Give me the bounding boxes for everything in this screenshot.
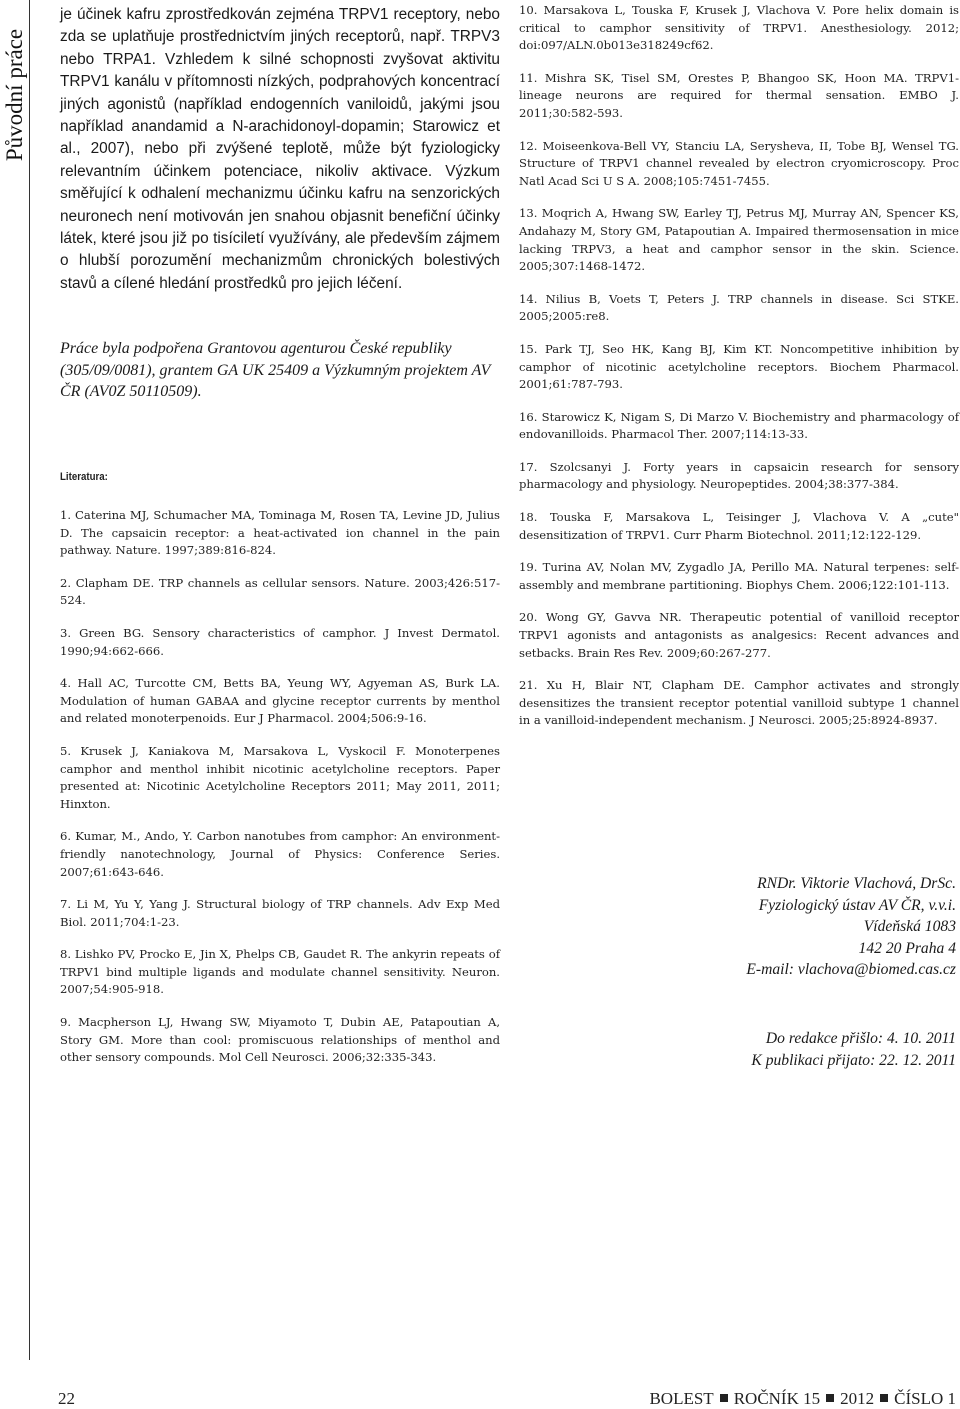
reference-item: 20. Wong GY, Gavva NR. Therapeutic potential of vanilloid receptor TRPV1 agonists and antagonists as analgesics: Recent advances and setbacks. Brain Res Rev. 2009;60:267-277. bbox=[519, 610, 959, 660]
references-right-column bbox=[519, 2, 959, 745]
author-name: RNDr. Viktorie Vlachová, DrSc. bbox=[757, 875, 956, 892]
acknowledgement: Práce byla podpořena Grantovou agenturou České republiky (305/09/0081), grantem GA UK 25409 a Výzkumným projektem AV ČR (AV0Z 50110509). bbox=[60, 340, 491, 400]
vertical-divider bbox=[29, 0, 30, 1360]
separator-square-icon bbox=[826, 1394, 834, 1402]
journal-volume: ROČNÍK 15 bbox=[733, 1389, 821, 1408]
reference-item: 10. Marsakova L, Touska F, Krusek J, Vlachova V. Pore helix domain is critical to camphor sensitivity of TRPV1. Anesthesiology. 2012; doi:097/ALN.0b013e318249cf62. bbox=[519, 3, 959, 53]
reference-item: 12. Moiseenkova-Bell VY, Stanciu LA, Serysheva, II, Tobe BJ, Wensel TG. Structure of TRPV1 channel revealed by electron cryomicroscopy. Proc Natl Acad Sci U S A. 2008;105:7451-7455. bbox=[519, 138, 959, 188]
reference-item: 18. Touska F, Marsakova L, Teisinger J, Vlachova V. A „cute" desensitization of TRPV1. Curr Pharm Biotechnol. 2011;12:122-129. bbox=[519, 510, 959, 542]
accepted-date: K publikaci přijato: 22. 12. 2011 bbox=[751, 1051, 956, 1069]
author-city: 142 20 Praha 4 bbox=[858, 939, 956, 957]
author-email: E-mail: vlachova@biomed.cas.cz bbox=[746, 961, 956, 978]
reference-item: 19. Turina AV, Nolan MV, Zygadlo JA, Perillo MA. Natural terpenes: self-assembly and membrane partitioning. Biophys Chem. 2006;122:101-113. bbox=[519, 560, 959, 592]
journal-year: 2012 bbox=[840, 1389, 875, 1408]
reference-item: 13. Moqrich A, Hwang SW, Earley TJ, Petrus MJ, Murray AN, Spencer KS, Andahazy M, Story GM, Patapoutian A. Impaired thermosensation in mice lacking TRPV3, a heat and camphor sensor in the skin. Science. 2005;307:1468-1472. bbox=[519, 206, 959, 274]
received-date: Do redakce přišlo: 4. 10. 2011 bbox=[765, 1030, 956, 1047]
section-label bbox=[0, 0, 30, 190]
body-column bbox=[60, 4, 500, 295]
separator-square-icon bbox=[720, 1394, 728, 1402]
reference-item: 16. Starowicz K, Nigam S, Di Marzo V. Biochemistry and pharmacology of endovanilloids. Pharmacol Ther. 2007;114:13-33. bbox=[519, 409, 959, 442]
reference-item: 8. Lishko PV, Procko E, Jin X, Phelps CB, Gaudet R. The ankyrin repeats of TRPV1 bind multiple ligands and modulate channel sensitivity. Neuron. 2007;54:905-918. bbox=[60, 947, 500, 997]
page-number: 22 bbox=[58, 1389, 75, 1408]
journal-name: BOLEST bbox=[649, 1389, 714, 1408]
author-street: Vídeňská 1083 bbox=[863, 918, 956, 935]
author-signature bbox=[636, 873, 956, 981]
literature-heading: Literatura: bbox=[60, 471, 108, 483]
publication-dates bbox=[636, 1028, 956, 1071]
body-paragraph: je účinek kafru zprostředkován zejména TRPV1 receptory, nebo zda se uplatňuje prostřednictvím jiných receptorů, např. TRPV3 nebo TRPA1. Vzhledem k silné schopnosti zvyšovat aktivitu TRPV1 kanálu v přítomnosti nízkých, podprahových koncentrací jiných agonistů (například endogenních vaniloidů, jakými jsou například anandamid a N-arachidonoyl-dopamin; Starowicz et al., 2007), nebo při zvýšené teplotě, může být fyziologicky relevantním účinkem potenciace, nikoliv aktivace. Výzkum směřující k odhalení mechanizmu účinku kafru na senzorických neuronech není motivován jen snahou objasnit benefiční účinky látek, které jsou již po tisíciletí využívány, ale především zájmem o hlubší porozumění mechanizmům chronických bolestivých stavů a cílené hledání prostředků pro jejich léčení. bbox=[60, 6, 500, 292]
reference-item: 15. Park TJ, Seo HK, Kang BJ, Kim KT. Noncompetitive inhibition by camphor of nicotinic acetylcholine receptors. Biochem Pharmacol. 2001;61:787-793. bbox=[519, 341, 959, 392]
separator-square-icon bbox=[880, 1394, 888, 1402]
reference-item: 11. Mishra SK, Tisel SM, Orestes P, Bhangoo SK, Hoon MA. TRPV1-lineage neurons are required for thermal sensation. EMBO J. 2011;30:582-593. bbox=[519, 70, 959, 120]
reference-item: 5. Krusek J, Kaniakova M, Marsakova L, Vyskocil F. Monoterpenes camphor and menthol inhibit nicotinic acetylcholine receptors. Paper presented at: Nicotinic Acetylcholine Receptors 2011; May 2011, 2011; Hinxton. bbox=[60, 743, 500, 811]
references-left-column bbox=[60, 507, 500, 1082]
reference-item: 1. Caterina MJ, Schumacher MA, Tominaga M, Rosen TA, Levine JD, Julius D. The capsaicin receptor: a heat-activated ion channel in the pain pathway. Nature. 1997;389:816-824. bbox=[60, 508, 500, 558]
journal-issue: ČÍSLO 1 bbox=[894, 1389, 956, 1408]
reference-item: 7. Li M, Yu Y, Yang J. Structural biology of TRP channels. Adv Exp Med Biol. 2011;704:1-23. bbox=[60, 897, 500, 929]
author-institute: Fyziologický ústav AV ČR, v.v.i. bbox=[758, 896, 956, 914]
reference-item: 2. Clapham DE. TRP channels as cellular sensors. Nature. 2003;426:517-524. bbox=[60, 575, 500, 608]
reference-item: 6. Kumar, M., Ando, Y. Carbon nanotubes from camphor: An environment-friendly nanotechnology, Journal of Physics: Conference Series. 2007;61:643-646. bbox=[60, 829, 500, 879]
reference-item: 14. Nilius B, Voets T, Peters J. TRP channels in disease. Sci STKE. 2005;2005:re8. bbox=[519, 291, 959, 324]
journal-footer bbox=[649, 1389, 956, 1409]
reference-item: 21. Xu H, Blair NT, Clapham DE. Camphor activates and strongly desensitizes the transient receptor potential vanilloid subtype 1 channel in a vanilloid-independent mechanism. J Neurosci. 2005;25:8924-8937. bbox=[519, 678, 959, 728]
reference-item: 17. Szolcsanyi J. Forty years in capsaicin research for sensory pharmacology and physiology. Neuropeptides. 2004;38:377-384. bbox=[519, 459, 959, 492]
section-label-text: Původní práce bbox=[2, 28, 27, 162]
reference-item: 9. Macpherson LJ, Hwang SW, Miyamoto T, Dubin AE, Patapoutian A, Story GM. More than cool: promiscuous relationships of menthol and other sensory compounds. Mol Cell Neurosci. 2006;32:335-343. bbox=[60, 1015, 500, 1065]
reference-item: 3. Green BG. Sensory characteristics of camphor. J Invest Dermatol. 1990;94:662-666. bbox=[60, 625, 500, 658]
reference-item: 4. Hall AC, Turcotte CM, Betts BA, Yeung WY, Agyeman AS, Burk LA. Modulation of human GABAA and glycine receptor currents by menthol and related monoterpenoids. Eur J Pharmacol. 2004;506:9-16. bbox=[60, 676, 500, 726]
